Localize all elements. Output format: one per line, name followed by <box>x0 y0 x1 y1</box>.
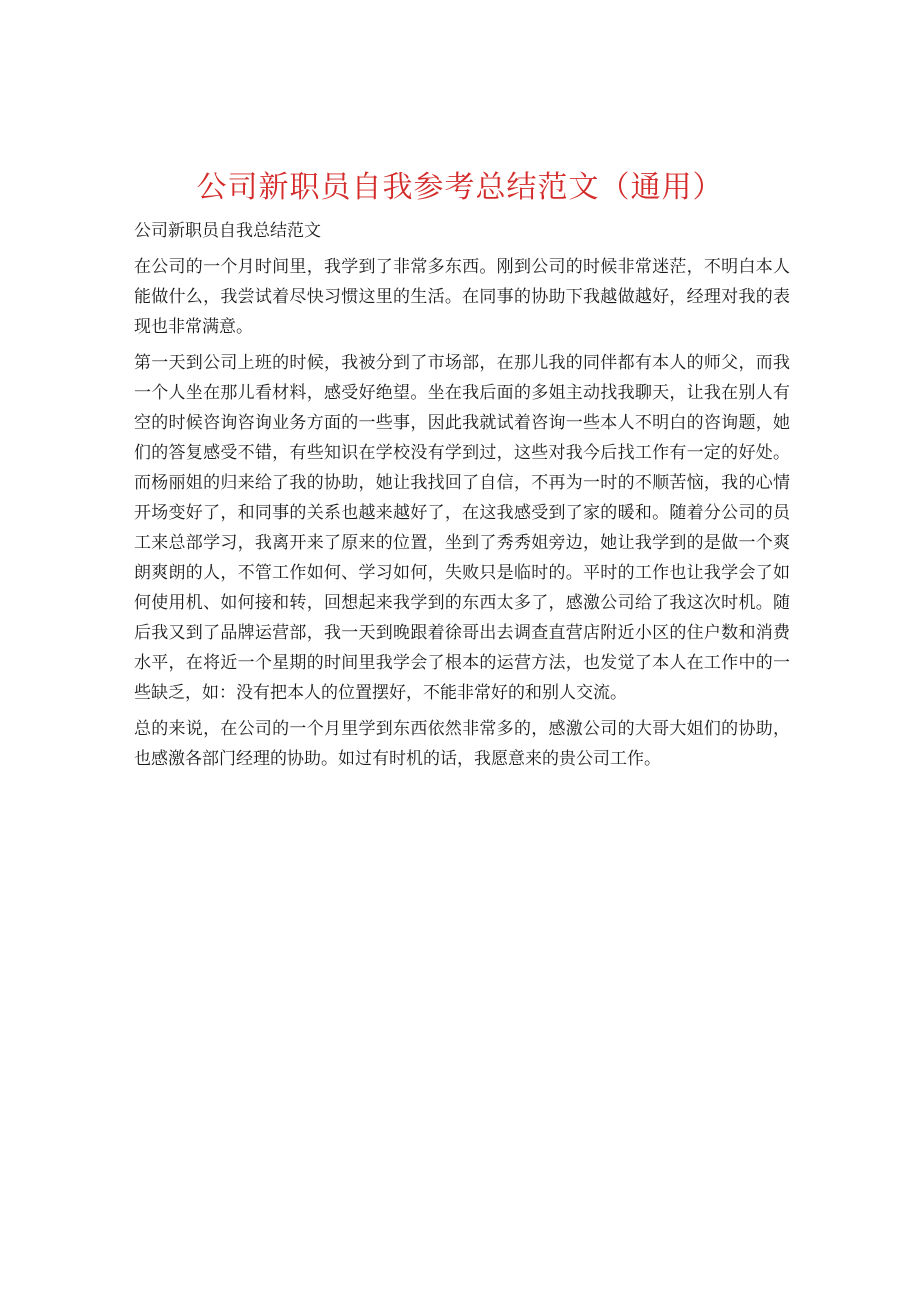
document-subtitle: 公司新职员自我总结范文 <box>134 221 321 241</box>
paragraph-2: 第一天到公司上班的时候，我被分到了市场部，在那儿我的同伴都有本人的师父，而我一个人坐在那儿看材料，感受好绝望。坐在我后面的多姐主动找我聊天，让我在别人有空的时候咨询咨询业务方面的一些事，因此我就试着咨询一些本人不明白的咨询题，她们的答复感受不错，有些知识在学校没有学到过，这些对我今后找工作有一定的好处。而杨丽姐的归来给了我的协助，她让我找回了自信，不再为一时的不顺苦恼，我的心情开场变好了，和同事的关系也越来越好了，在这我感受到了家的暖和。随着分公司的员工来总部学习，我离开来了原来的位置，坐到了秀秀姐旁边，她让我学到的是做一个爽朗爽朗的人，不管工作如何、学习如何，失败只是临时的。平时的工作也让我学会了如何使用机、如何接和转，回想起来我学到的东西太多了，感激公司给了我这次时机。随后我又到了品牌运营部，我一天到晚跟着徐哥出去调查直营店附近小区的住户数和消费水平，在将近一个星期的时间里我学会了根本的运营方法，也发觉了本人在工作中的一些缺乏，如：没有把本人的位置摆好，不能非常好的和别人交流。 <box>134 353 790 703</box>
paragraph-1: 在公司的一个月时间里，我学到了非常多东西。刚到公司的时候非常迷茫，不明白本人能做什么，我尝试着尽快习惯这里的生活。在同事的协助下我越做越好，经理对我的表现也非常满意。 <box>134 257 790 337</box>
document-title: 公司新职员自我参考总结范文（通用） <box>196 170 724 205</box>
paragraph-3: 总的来说，在公司的一个月里学到东西依然非常多的，感激公司的大哥大姐们的协助，也感激各部门经理的协助。如过有时机的话，我愿意来的贵公司工作。 <box>134 719 790 769</box>
document-body <box>134 216 790 780</box>
